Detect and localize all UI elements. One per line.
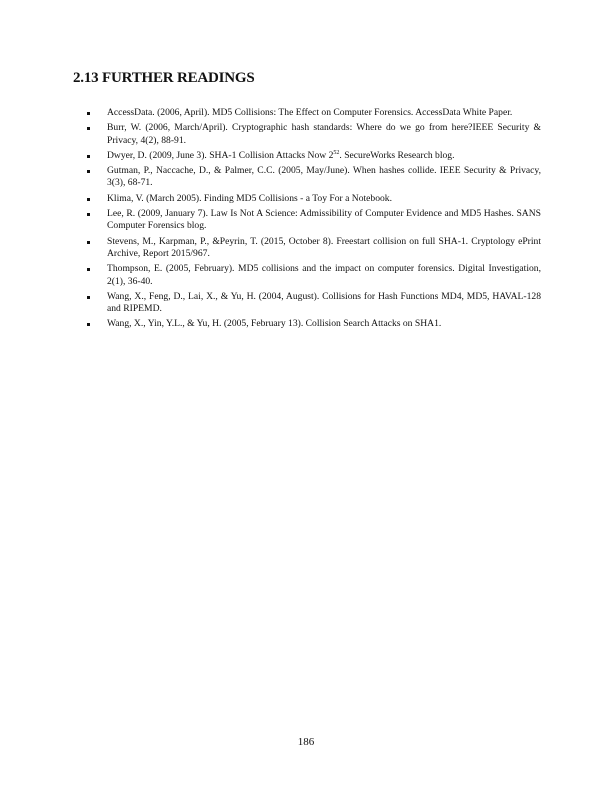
square-bullet-icon	[87, 112, 90, 115]
reference-text: Wang, X., Feng, D., Lai, X., & Yu, H. (2004, August). Collisions for Hash Functions MD4, MD5, HAVAL-128 and RIPEMD.	[107, 290, 541, 315]
reference-item	[73, 122, 541, 147]
reference-text: AccessData. (2006, April). MD5 Collisions: The Effect on Computer Forensics. AccessData White Paper.	[107, 107, 513, 118]
reference-text: Thompson, E. (2005, February). MD5 collisions and the impact on computer forensics. Digital Investigation, 2(1), 36-40.	[107, 263, 541, 287]
reference-item	[73, 263, 541, 288]
square-bullet-icon	[87, 198, 90, 201]
square-bullet-icon	[87, 268, 90, 271]
square-bullet-icon	[87, 170, 90, 173]
reference-text: Stevens, M., Karpman, P., &Peyrin, T. (2015, October 8). Freestart collision on full SHA-1. Cryptology ePrint Archive, Report 2015/967.	[107, 235, 541, 259]
page-number: 186	[297, 736, 315, 748]
reference-list	[73, 107, 541, 334]
square-bullet-icon	[87, 323, 90, 326]
reference-item	[73, 193, 541, 205]
section-heading: 2.13 FURTHER READINGS	[73, 70, 255, 86]
reference-item	[73, 236, 541, 261]
reference-text: Klima, V. (March 2005). Finding MD5 Collisions - a Toy For a Notebook.	[107, 192, 393, 204]
reference-superscript: 52	[333, 149, 340, 156]
reference-text: Lee, R. (2009, January 7). Law Is Not A Science: Admissibility of Computer Evidence and MD5 Hashes. SANS Computer Forensics blog.	[107, 208, 541, 232]
reference-item	[73, 318, 541, 330]
square-bullet-icon	[87, 241, 90, 244]
square-bullet-icon	[87, 127, 90, 130]
square-bullet-icon	[87, 296, 90, 299]
reference-item	[73, 165, 541, 190]
reference-item	[73, 208, 541, 233]
reference-text: Burr, W. (2006, March/April). Cryptographic hash standards: Where do we go from here?IEEE Security & Privacy, 4(2), 88-91.	[107, 122, 541, 146]
square-bullet-icon	[87, 155, 90, 158]
reference-text: Gutman, P., Naccache, D., & Palmer, C.C. (2005, May/June). When hashes collide. IEEE Security & Privacy, 3(3), 68-71.	[107, 165, 541, 189]
reference-text: Dwyer, D. (2009, June 3). SHA-1 Collision Attacks Now 2	[107, 149, 334, 161]
reference-item	[73, 107, 541, 119]
reference-text-continued: . SecureWorks Research blog.	[339, 149, 455, 161]
square-bullet-icon	[87, 213, 90, 216]
reference-text: Wang, X., Yin, Y.L., & Yu, H. (2005, February 13). Collision Search Attacks on SHA1.	[107, 318, 442, 330]
reference-item	[73, 291, 541, 316]
reference-item	[73, 150, 541, 162]
